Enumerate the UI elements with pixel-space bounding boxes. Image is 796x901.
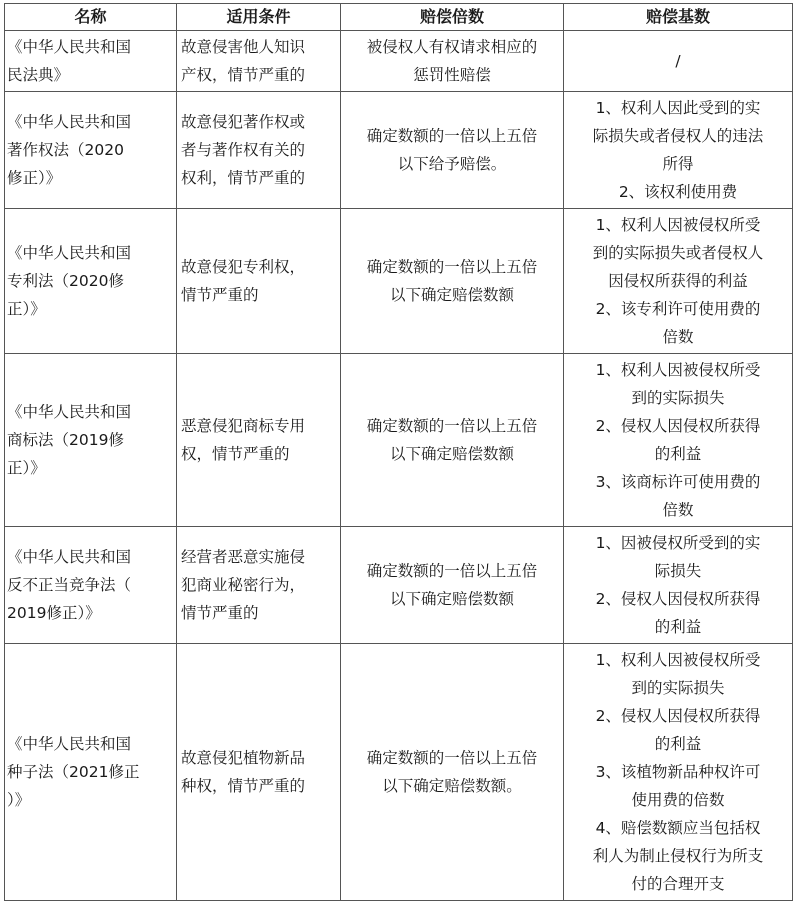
- multiple-cell-line: 惩罚性赔偿: [413, 66, 491, 84]
- basis-cell-line: 1、权利人因此受到的实: [595, 99, 761, 117]
- law-name-cell-line: 商标法（2019修: [7, 431, 124, 449]
- multiple-cell: [341, 644, 564, 901]
- basis-cell-line: 2、该专利许可使用费的: [595, 300, 761, 318]
- table-row: [5, 644, 793, 901]
- condition-cell-line: 故意侵害他人知识: [181, 38, 306, 56]
- law-name-cell-line: 修正）》: [7, 169, 62, 187]
- header-condition: 适用条件: [177, 4, 341, 31]
- basis-cell-line: 的利益: [654, 445, 702, 463]
- law-name-cell: [5, 527, 177, 644]
- basis-cell-line: 倍数: [662, 328, 694, 346]
- basis-cell: [564, 644, 793, 901]
- law-name-cell-line: 《中华人民共和国: [7, 113, 132, 131]
- basis-cell-line: 际损失: [654, 562, 702, 580]
- condition-cell-line: 经营者恶意实施侵: [181, 548, 306, 566]
- basis-cell: [564, 31, 793, 92]
- multiple-cell: [341, 527, 564, 644]
- condition-cell: [177, 354, 341, 527]
- multiple-cell: [341, 354, 564, 527]
- basis-cell-line: 2、该权利使用费: [618, 183, 738, 201]
- basis-cell-line: /: [675, 52, 681, 70]
- law-name-cell-line: 反不正当竞争法（: [7, 576, 132, 594]
- basis-cell: [564, 92, 793, 209]
- basis-cell-line: 3、该植物新品种权许可: [595, 763, 761, 781]
- basis-cell-line: 2、侵权人因侵权所获得: [595, 707, 761, 725]
- multiple-cell-line: 以下确定赔偿数额: [389, 445, 514, 463]
- multiple-cell-line: 确定数额的一倍以上五倍: [366, 258, 538, 276]
- basis-cell-line: 的利益: [654, 735, 702, 753]
- table-row: [5, 209, 793, 354]
- condition-cell-line: 权，情节严重的: [181, 445, 290, 463]
- header-multiple: 赔偿倍数: [341, 4, 564, 31]
- multiple-cell: [341, 209, 564, 354]
- table-row: [5, 31, 793, 92]
- law-name-cell-line: 著作权法（2020: [7, 141, 124, 159]
- basis-cell-line: 2、侵权人因侵权所获得: [595, 590, 761, 608]
- law-name-cell-line: 民法典》: [7, 66, 70, 84]
- condition-cell: [177, 209, 341, 354]
- basis-cell-line: 所得: [662, 155, 694, 173]
- law-name-cell: [5, 644, 177, 901]
- basis-cell-line: 倍数: [662, 501, 694, 519]
- header-basis: 赔偿基数: [564, 4, 793, 31]
- basis-cell-line: 使用费的倍数: [631, 791, 725, 809]
- table-body: [5, 31, 793, 901]
- condition-cell-line: 种权，情节严重的: [181, 777, 306, 795]
- condition-cell-line: 故意侵犯植物新品: [181, 749, 306, 767]
- condition-cell: [177, 92, 341, 209]
- basis-cell-line: 1、因被侵权所受到的实: [595, 534, 761, 552]
- multiple-cell-line: 确定数额的一倍以上五倍: [366, 562, 538, 580]
- condition-cell: [177, 527, 341, 644]
- basis-cell-line: 1、权利人因被侵权所受: [595, 651, 761, 669]
- multiple-cell-line: 以下确定赔偿数额: [389, 286, 514, 304]
- multiple-cell: [341, 31, 564, 92]
- law-name-cell: [5, 209, 177, 354]
- basis-cell-line: 到的实际损失: [631, 679, 725, 697]
- header-name: 名称: [5, 4, 177, 31]
- basis-cell: [564, 354, 793, 527]
- condition-cell: [177, 644, 341, 901]
- law-name-cell-line: 《中华人民共和国: [7, 403, 132, 421]
- basis-cell-line: 1、权利人因被侵权所受: [595, 361, 761, 379]
- law-name-cell-line: 《中华人民共和国: [7, 735, 132, 753]
- basis-cell-line: 因侵权所获得的利益: [608, 272, 748, 290]
- basis-cell-line: 的利益: [654, 618, 702, 636]
- basis-cell-line: 2、侵权人因侵权所获得: [595, 417, 761, 435]
- condition-cell-line: 情节严重的: [181, 286, 259, 304]
- multiple-cell-line: 以下确定赔偿数额: [389, 590, 514, 608]
- condition-cell-line: 故意侵犯著作权或: [181, 113, 306, 131]
- multiple-cell-line: 以下给予赔偿。: [397, 155, 507, 173]
- basis-cell-line: 到的实际损失或者侵权人: [592, 244, 764, 262]
- condition-cell-line: 者与著作权有关的: [181, 141, 306, 159]
- multiple-cell-line: 确定数额的一倍以上五倍: [366, 127, 538, 145]
- header-row: [5, 4, 793, 31]
- multiple-cell-line: 被侵权人有权请求相应的: [366, 38, 538, 56]
- law-name-cell-line: 种子法（2021修正: [7, 763, 140, 781]
- basis-cell-line: 3、该商标许可使用费的: [595, 473, 761, 491]
- basis-cell-line: 4、赔偿数额应当包括权: [595, 819, 761, 837]
- law-name-cell-line: 《中华人民共和国: [7, 548, 132, 566]
- condition-cell-line: 产权，情节严重的: [181, 66, 306, 84]
- basis-cell-line: 付的合理开支: [631, 875, 725, 893]
- condition-cell-line: 恶意侵犯商标专用: [181, 417, 306, 435]
- law-name-cell-line: 2019修正）》: [7, 604, 101, 622]
- law-name-cell: [5, 31, 177, 92]
- basis-cell: [564, 527, 793, 644]
- condition-cell-line: 故意侵犯专利权，: [181, 258, 306, 276]
- law-name-cell-line: 专利法（2020修: [7, 272, 124, 290]
- condition-cell: [177, 31, 341, 92]
- basis-cell: [564, 209, 793, 354]
- law-name-cell-line: 《中华人民共和国: [7, 38, 132, 56]
- table-row: [5, 354, 793, 527]
- law-name-cell: [5, 354, 177, 527]
- damages-table: [4, 3, 793, 901]
- condition-cell-line: 犯商业秘密行为，: [181, 576, 306, 594]
- multiple-cell-line: 以下确定赔偿数额。: [382, 777, 522, 795]
- condition-cell-line: 情节严重的: [181, 604, 259, 622]
- law-name-cell-line: 《中华人民共和国: [7, 244, 132, 262]
- basis-cell-line: 利人为制止侵权行为所支: [592, 847, 764, 865]
- multiple-cell: [341, 92, 564, 209]
- law-name-cell-line: 正）》: [7, 300, 46, 318]
- law-name-cell-line: 正）》: [7, 459, 46, 477]
- condition-cell-line: 权利，情节严重的: [181, 169, 306, 187]
- multiple-cell-line: 确定数额的一倍以上五倍: [366, 749, 538, 767]
- multiple-cell-line: 确定数额的一倍以上五倍: [366, 417, 538, 435]
- basis-cell-line: 到的实际损失: [631, 389, 725, 407]
- table-row: [5, 92, 793, 209]
- basis-cell-line: 际损失或者侵权人的违法: [592, 127, 764, 145]
- basis-cell-line: 1、权利人因被侵权所受: [595, 216, 761, 234]
- law-name-cell: [5, 92, 177, 209]
- law-name-cell-line: ）》: [7, 791, 31, 809]
- table-row: [5, 527, 793, 644]
